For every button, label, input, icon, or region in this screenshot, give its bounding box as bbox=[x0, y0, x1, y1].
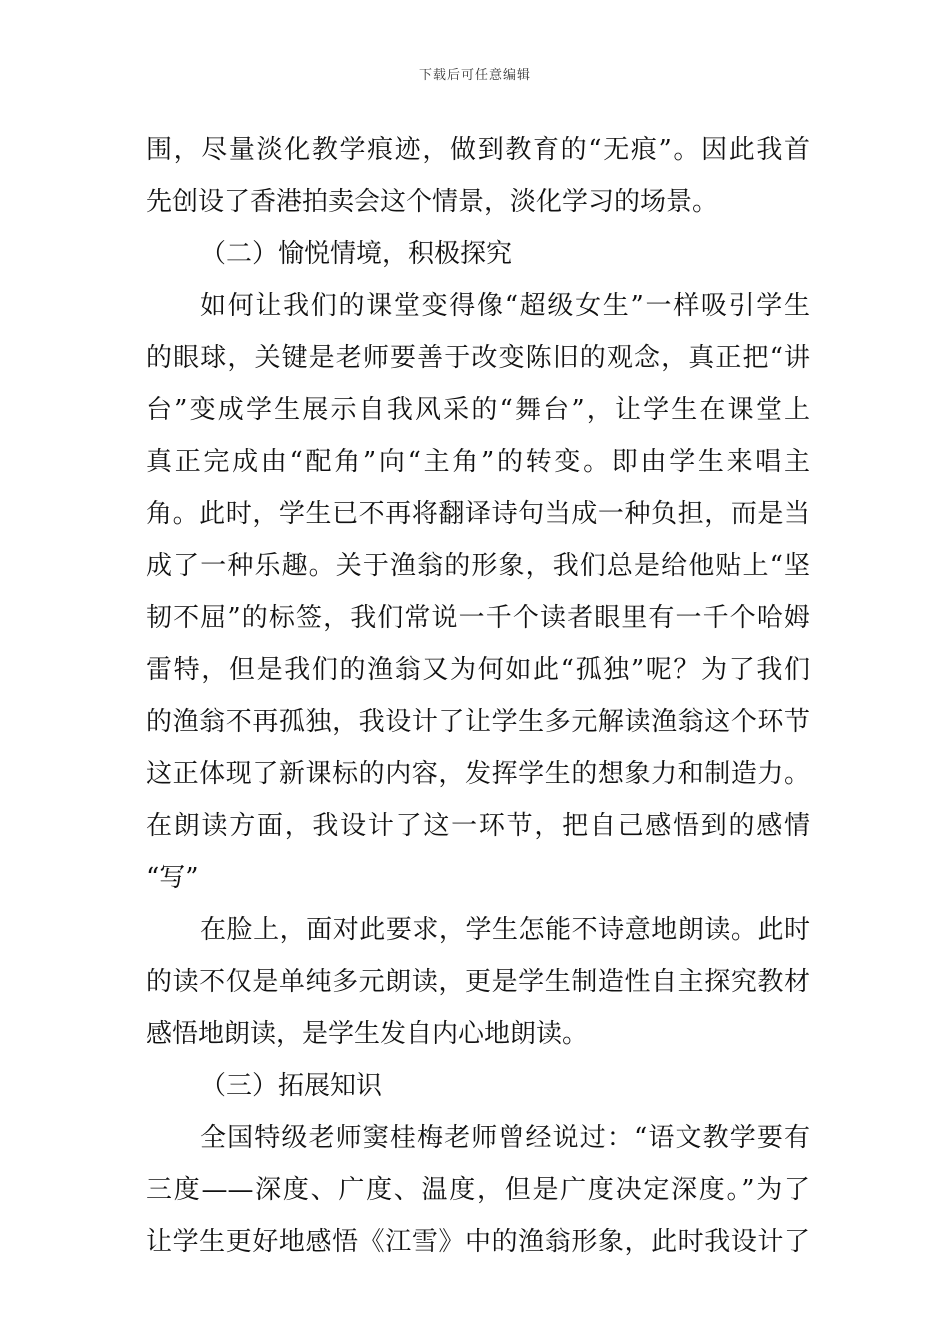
section-heading: （三）拓展知识 bbox=[200, 1071, 383, 1101]
text-line: 在朗读方面，我设计了这一环节，把自己感悟到的感情 bbox=[146, 811, 810, 841]
page-header-note: 下载后可任意编辑 bbox=[418, 68, 531, 83]
document-body bbox=[146, 124, 810, 1268]
section-heading: （二）愉悦情境，积极探究 bbox=[200, 239, 513, 269]
text-line: 的渔翁不再孤独，我设计了让学生多元解读渔翁这个环节 bbox=[146, 707, 810, 737]
text-line: 如何让我们的课堂变得像“超级女生”一样吸引学生 bbox=[200, 291, 810, 321]
text-line: 台”变成学生展示自我风采的“舞台”，让学生在课堂上 bbox=[146, 395, 810, 425]
text-line: 成了一种乐趣。关于渔翁的形象，我们总是给他贴上“坚 bbox=[146, 551, 810, 581]
text-line: 三度——深度、广度、温度，但是广度决定深度。”为了 bbox=[146, 1175, 810, 1205]
text-line: “写” bbox=[146, 863, 199, 893]
text-line: 让学生更好地感悟《江雪》中的渔翁形象，此时我设计了 bbox=[146, 1227, 810, 1257]
text-line: 的读不仅是单纯多元朗读，更是学生制造性自主探究教材 bbox=[146, 967, 810, 997]
text-line: 感悟地朗读，是学生发自内心地朗读。 bbox=[146, 1019, 589, 1049]
text-line: 雷特，但是我们的渔翁又为何如此“孤独”呢？为了我们 bbox=[146, 655, 810, 685]
text-line: 的眼球，关键是老师要善于改变陈旧的观念，真正把“讲 bbox=[146, 343, 810, 373]
text-line: 角。此时，学生已不再将翻译诗句当成一种负担，而是当 bbox=[146, 499, 810, 529]
text-line: 韧不屈”的标签，我们常说一千个读者眼里有一千个哈姆 bbox=[146, 603, 810, 633]
text-line: 这正体现了新课标的内容，发挥学生的想象力和制造力。 bbox=[146, 759, 810, 789]
text-line: 先创设了香港拍卖会这个情景，淡化学习的场景。 bbox=[146, 187, 719, 217]
text-line: 围，尽量淡化教学痕迹，做到教育的“无痕”。因此我首 bbox=[146, 135, 810, 165]
text-line: 真正完成由“配角”向“主角”的转变。即由学生来唱主 bbox=[146, 447, 810, 477]
text-line: 全国特级老师窦桂梅老师曾经说过：“语文教学要有 bbox=[200, 1123, 810, 1153]
text-line: 在脸上，面对此要求，学生怎能不诗意地朗读。此时 bbox=[200, 915, 810, 945]
